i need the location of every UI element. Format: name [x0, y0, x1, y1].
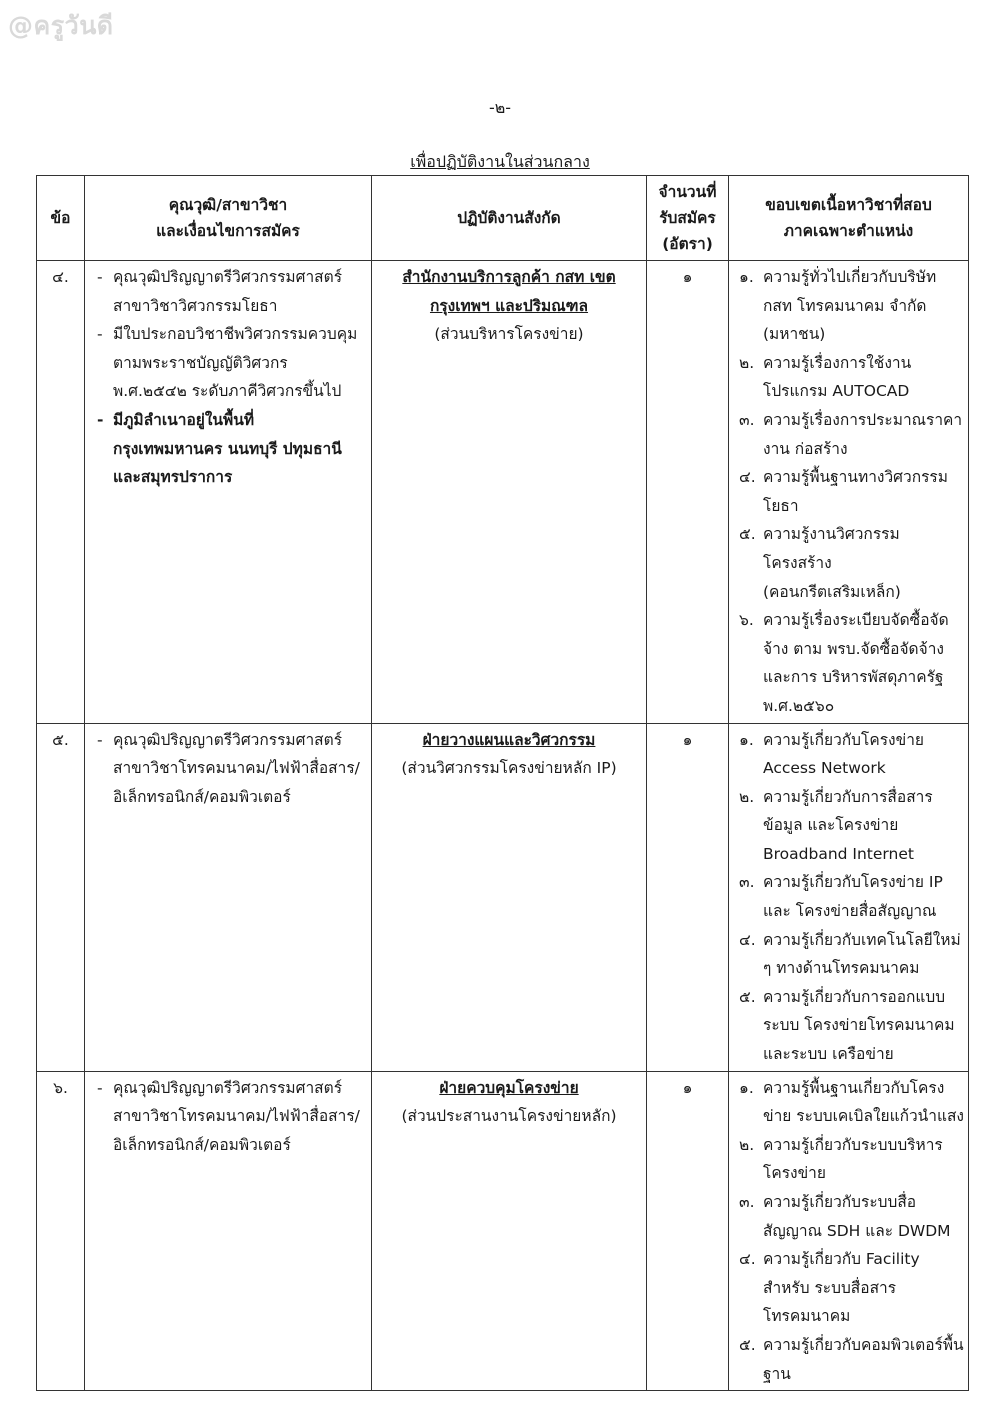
- scope-item: [739, 1074, 964, 1131]
- scope-text: ความรู้เรื่องการประมาณราคางาน ก่อสร้าง: [763, 410, 963, 458]
- unit-name: ฝ่ายวางแผนและวิศวกรรม: [422, 730, 596, 749]
- table-row: [37, 261, 969, 724]
- scope-number: ๕.: [739, 987, 756, 1006]
- scope-item: [739, 263, 964, 349]
- position-count: ๑: [647, 261, 729, 724]
- qualification-item: [97, 1074, 365, 1160]
- header-qualification-line: คุณวุฒิ/สาขาวิชา: [168, 196, 288, 214]
- table-row: [37, 723, 969, 1071]
- unit-name: สำนักงานบริการลูกค้า กสท เขตกรุงเทพฯ และปริมณฑล: [402, 268, 616, 315]
- dash-bullet: -: [97, 730, 103, 749]
- scope-text: ความรู้เกี่ยวกับโครงข่าย IP และ โครงข่ายสื่อสัญญาณ: [763, 873, 943, 921]
- qualification-cell: [85, 723, 372, 1071]
- header-scope-line: ขอบเขตเนื้อหาวิชาที่สอบ: [765, 196, 932, 214]
- scope-item: [739, 1188, 964, 1245]
- scope-item: [739, 983, 964, 1069]
- scope-number: ๕.: [739, 1335, 756, 1354]
- header-count-line: จำนวนที่: [658, 183, 717, 201]
- scope-text: ความรู้เกี่ยวกับการสื่อสารข้อมูล และโครงข่าย Broadband Internet: [763, 787, 933, 863]
- header-no: ข้อ: [37, 176, 85, 261]
- scope-item: [739, 783, 964, 869]
- row-number: ๖.: [37, 1071, 85, 1391]
- scope-number: ๑.: [739, 730, 754, 749]
- scope-text: ความรู้เรื่องการใช้งานโปรแกรม AUTOCAD: [763, 353, 912, 401]
- dash-bullet: -: [97, 1078, 103, 1097]
- scope-number: ๒.: [739, 787, 755, 806]
- header-scope: [729, 176, 969, 261]
- scope-number: ๑.: [739, 268, 754, 286]
- qualification-text: คุณวุฒิปริญญาตรีวิศวกรรมศาสตร์ สาขาวิชาโทรคมนาคม/ไฟฟ้าสื่อสาร/ อิเล็กทรอนิกส์/คอมพิวเตอร์: [113, 1078, 360, 1154]
- qualification-item: [97, 406, 365, 492]
- qualification-item: [97, 263, 365, 320]
- scope-item: [739, 726, 964, 783]
- unit-cell: [372, 261, 647, 724]
- qualification-text: มีภูมิลำเนาอยู่ในพื้นที่ กรุงเทพมหานคร นนทบุรี ปทุมธานี และสมุทรปราการ: [113, 410, 342, 487]
- header-unit: ปฏิบัติงานสังกัด: [372, 176, 647, 261]
- position-count: ๑: [647, 723, 729, 1071]
- scope-cell: [729, 1071, 969, 1391]
- scope-number: ๔.: [739, 468, 756, 487]
- scope-item: [739, 926, 964, 983]
- scope-text: ความรู้เกี่ยวกับการออกแบบระบบ โครงข่ายโทรคมนาคมและระบบ เครือข่าย: [763, 987, 955, 1064]
- dash-bullet: -: [97, 268, 103, 286]
- qualification-text: คุณวุฒิปริญญาตรีวิศวกรรมศาสตร์ สาขาวิชาวิศวกรรมโยธา: [113, 268, 343, 315]
- scope-number: ๖.: [739, 611, 754, 630]
- header-scope-line: ภาคเฉพาะตำแหน่ง: [783, 222, 914, 240]
- scope-text: ความรู้เกี่ยวกับระบบสื่อสัญญาณ SDH และ DWDM: [763, 1193, 951, 1240]
- scope-text: ความรู้เรื่องระเบียบจัดซื้อจัดจ้าง ตาม พรบ.จัดซื้อจัดจ้าง และการ บริหารพัสดุภาครัฐ พ.ศ.๒๕๖๐: [763, 611, 949, 715]
- scope-cell: [729, 261, 969, 724]
- header-qualification-line: และเงื่อนไขการสมัคร: [156, 222, 300, 240]
- scope-item: [739, 520, 964, 606]
- scope-text: ความรู้พื้นฐานทางวิศวกรรมโยธา: [763, 468, 948, 515]
- unit-cell: [372, 1071, 647, 1391]
- qualification-text: มีใบประกอบวิชาชีพวิศวกรรมควบคุม ตามพระราชบัญญัติวิศวกร พ.ศ.๒๕๔๒ ระดับภาคีวิศวกรขึ้นไป: [113, 325, 358, 401]
- qualification-table: [36, 175, 969, 1391]
- table-header-row: [37, 176, 969, 261]
- scope-text: ความรู้พื้นฐานเกี่ยวกับโครงข่าย ระบบเคเบิลใยแก้วนำแสง: [763, 1078, 964, 1126]
- dash-bullet: -: [97, 325, 103, 344]
- row-number: ๔.: [37, 261, 85, 724]
- scope-number: ๓.: [739, 873, 755, 892]
- scope-number: ๓.: [739, 410, 755, 429]
- watermark: @ครูวันดี: [8, 11, 114, 40]
- section-title: เพื่อปฏิบัติงานในส่วนกลาง: [410, 152, 590, 171]
- scope-text: ความรู้เกี่ยวกับเทคโนโลยีใหม่ ๆ ทางด้านโทรคมนาคม: [763, 930, 961, 978]
- scope-cell: [729, 723, 969, 1071]
- scope-text: ความรู้เกี่ยวกับโครงข่าย Access Network: [763, 730, 924, 778]
- table-row: [37, 1071, 969, 1391]
- qualification-cell: [85, 261, 372, 724]
- row-number: ๕.: [37, 723, 85, 1071]
- qualification-text: คุณวุฒิปริญญาตรีวิศวกรรมศาสตร์ สาขาวิชาโทรคมนาคม/ไฟฟ้าสื่อสาร/ อิเล็กทรอนิกส์/คอมพิวเตอร์: [113, 730, 360, 806]
- scope-number: ๒.: [739, 353, 755, 372]
- qualification-item: [97, 726, 365, 812]
- scope-item: [739, 463, 964, 520]
- scope-number: ๔.: [739, 1250, 756, 1269]
- scope-number: ๔.: [739, 930, 756, 949]
- header-count: [647, 176, 729, 261]
- unit-name: ฝ่ายควบคุมโครงข่าย: [439, 1078, 579, 1097]
- scope-item: [739, 349, 964, 406]
- scope-text: ความรู้งานวิศวกรรมโครงสร้าง (คอนกรีตเสริมเหล็ก): [763, 525, 901, 601]
- header-count-line: (อัตรา): [662, 235, 713, 253]
- scope-text: ความรู้ทั่วไปเกี่ยวกับบริษัท กสท โทรคมนาคม จำกัด (มหาชน): [763, 268, 937, 344]
- unit-subdivision: (ส่วนวิศวกรรมโครงข่ายหลัก IP): [401, 759, 617, 778]
- unit-subdivision: (ส่วนประสานงานโครงข่ายหลัก): [401, 1107, 617, 1126]
- position-count: ๑: [647, 1071, 729, 1391]
- scope-item: [739, 1131, 964, 1188]
- scope-number: ๑.: [739, 1078, 754, 1097]
- scope-number: ๕.: [739, 525, 756, 544]
- scope-item: [739, 1331, 964, 1388]
- scope-text: ความรู้เกี่ยวกับ Facility สำหรับ ระบบสื่อสารโทรคมนาคม: [763, 1250, 920, 1326]
- scope-number: ๓.: [739, 1193, 755, 1211]
- unit-subdivision: (ส่วนบริหารโครงข่าย): [434, 325, 584, 344]
- scope-text: ความรู้เกี่ยวกับระบบบริหาร โครงข่าย: [763, 1135, 943, 1183]
- scope-number: ๒.: [739, 1135, 755, 1154]
- scope-text: ความรู้เกี่ยวกับคอมพิวเตอร์พื้นฐาน: [763, 1335, 964, 1383]
- scope-item: [739, 1245, 964, 1331]
- scope-item: [739, 868, 964, 925]
- dash-bullet: -: [97, 410, 104, 429]
- scope-item: [739, 606, 964, 720]
- qualification-cell: [85, 1071, 372, 1391]
- header-count-line: รับสมัคร: [659, 209, 716, 227]
- qualification-item: [97, 320, 365, 406]
- header-qualification: [85, 176, 372, 261]
- page-number: -๒-: [488, 98, 512, 117]
- unit-cell: [372, 723, 647, 1071]
- scope-item: [739, 406, 964, 463]
